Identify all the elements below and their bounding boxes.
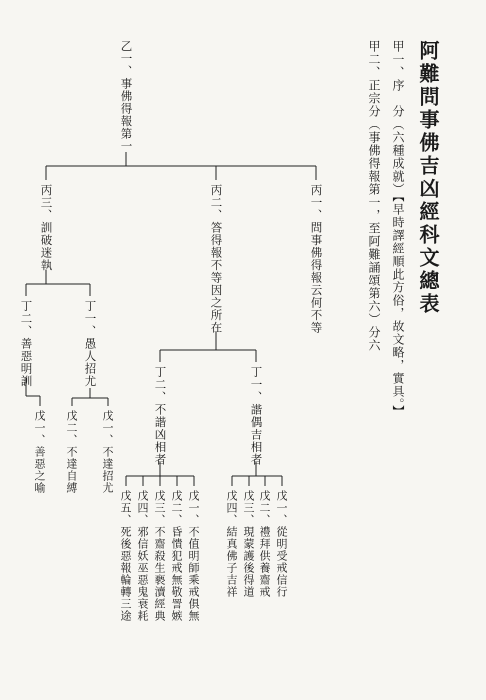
leaf-good-2: 戊二、禮拜供養齋戒: [258, 490, 271, 598]
leaf-bad-4: 戊四、邪信妖巫惡鬼衰耗: [136, 490, 149, 622]
leaf-bad-5: 戊五、死後惡報輪轉三途: [119, 490, 132, 622]
leaf-moral-1: 戊一、善惡之喻: [33, 410, 46, 494]
tree-node-b2-2: 丁二、不諧凶相者: [153, 366, 168, 466]
tree-node-b3: 丙三、訓破迷執: [39, 184, 54, 272]
tree-node-b3-2: 丁二、善惡明訓: [19, 300, 34, 388]
heading-preface: 甲一、序 分（六種成就）【早時譯經順此方俗，故文略，實具。】: [391, 40, 405, 418]
leaf-good-3: 戊三、現蒙護後得道: [242, 490, 255, 598]
leaf-fool-2: 戊二、不達自縛: [65, 410, 78, 494]
tree-node-b2-1: 丁一、諧偶吉相者: [249, 366, 264, 466]
leaf-good-4: 戊四、結真佛子吉祥: [225, 490, 238, 598]
heading-main: 甲二、正宗分（事佛得報第一，至阿難誦頌第六）分六: [367, 40, 381, 352]
tree-root: 乙一、事佛得報第一: [119, 40, 134, 153]
tree-node-b3-1: 丁一、愚人招尤: [83, 300, 98, 388]
leaf-bad-1: 戊一、不值明師乘戒俱無: [187, 490, 200, 622]
tree-node-b1: 丙一、問事佛得報云何不等: [309, 184, 324, 334]
document-title: 阿難問事佛吉凶經科文總表: [416, 40, 440, 316]
leaf-bad-3: 戊三、不齋殺生褻瀆經典: [153, 490, 166, 622]
leaf-bad-2: 戊二、昏憒犯戒無敬詈嫉: [170, 490, 183, 622]
leaf-fool-1: 戊一、不達招尤: [101, 410, 114, 494]
leaf-good-1: 戊一、從明受戒信行: [275, 490, 288, 598]
tree-node-b2: 丙二、答得報不等因之所在: [209, 184, 224, 334]
